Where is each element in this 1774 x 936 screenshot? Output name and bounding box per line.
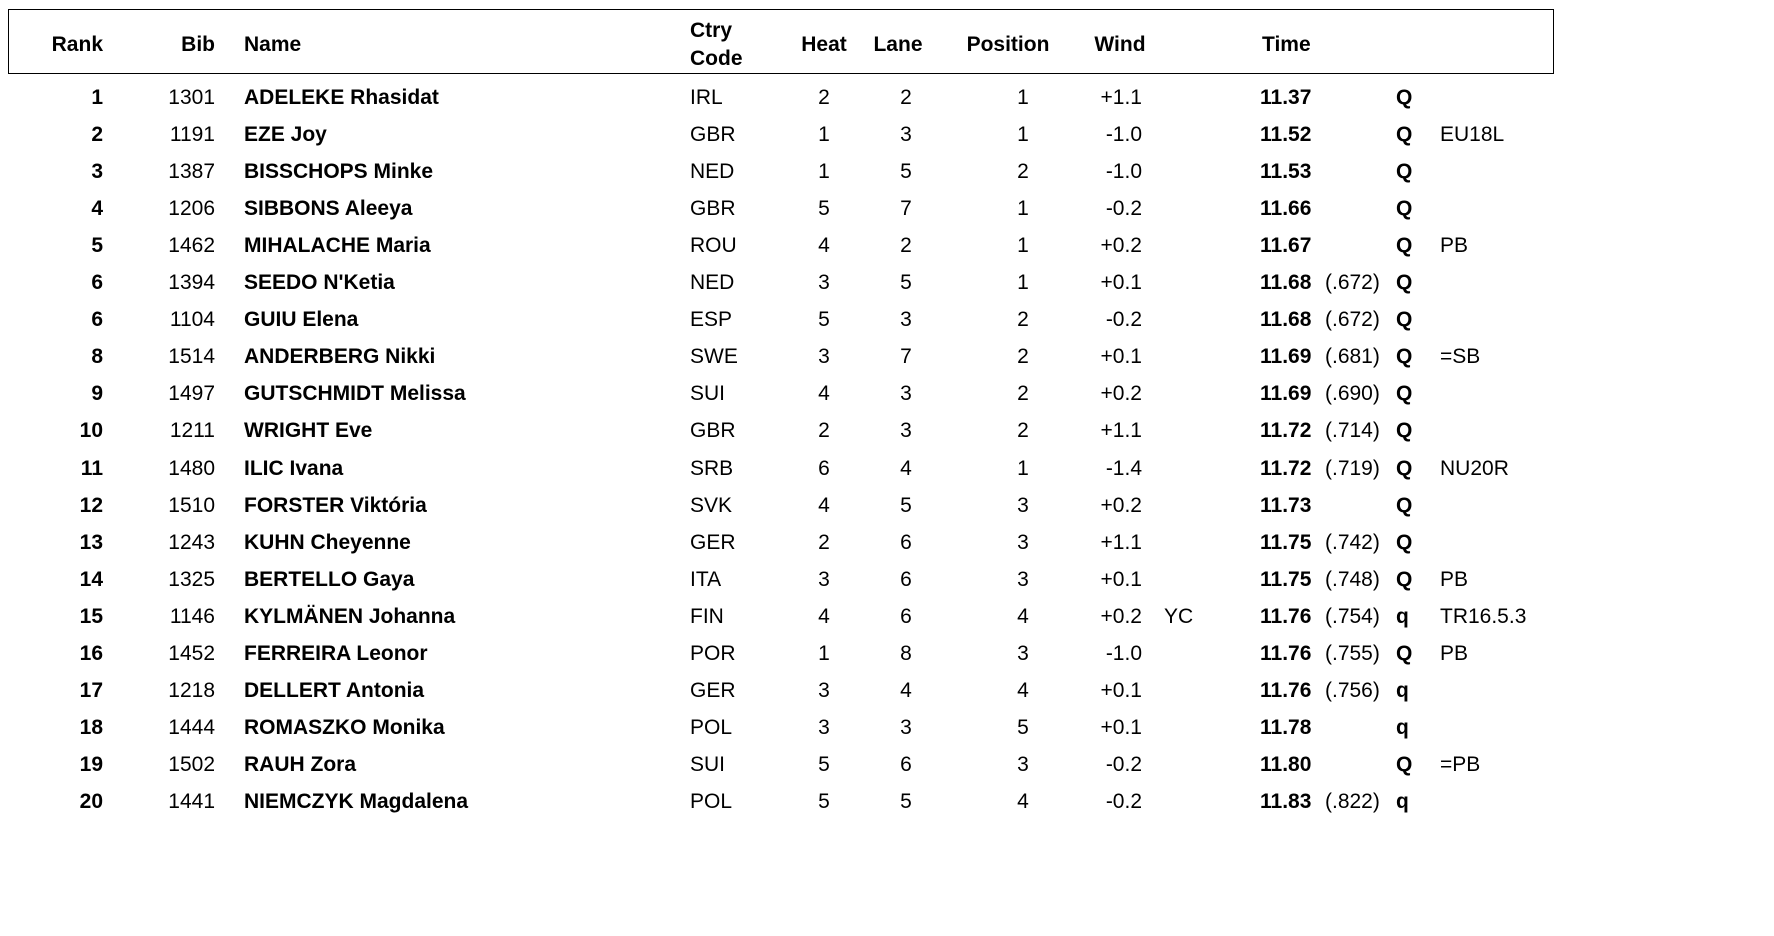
- rank-header: Rank: [51, 33, 103, 56]
- qualification-cell: q: [1396, 789, 1409, 813]
- bib-cell: 1502: [168, 752, 215, 776]
- time-cell: 11.83: [1260, 789, 1312, 813]
- heat-cell: 6: [818, 456, 830, 480]
- heat-cell: 2: [818, 419, 830, 443]
- thousandths-cell: (.755): [1325, 641, 1380, 665]
- thousandths-cell: (.690): [1325, 382, 1380, 406]
- time-cell: 11.67: [1260, 234, 1312, 258]
- heat-cell: 3: [818, 715, 830, 739]
- bib-cell: 1480: [168, 456, 215, 480]
- rank-cell: 3: [91, 160, 103, 184]
- bib-cell: 1514: [168, 345, 215, 369]
- country-code-cell: IRL: [690, 86, 723, 109]
- wind-cell: +0.2: [1100, 604, 1142, 628]
- lane-cell: 6: [900, 530, 912, 554]
- time-cell: 11.75: [1260, 567, 1312, 591]
- time-cell: 11.52: [1260, 123, 1312, 147]
- bib-cell: 1497: [168, 382, 215, 406]
- table-row: [0, 338, 1774, 375]
- record-note-cell: PB: [1440, 234, 1469, 258]
- bib-cell: 1218: [168, 678, 215, 702]
- table-row: [0, 598, 1774, 635]
- lane-cell: 6: [900, 752, 912, 776]
- country-code-cell: SRB: [690, 456, 734, 480]
- heat-cell: 1: [818, 123, 830, 147]
- athlete-name-cell: ILIC Ivana: [244, 456, 344, 480]
- time-cell: 11.75: [1260, 530, 1312, 554]
- bib-cell: 1452: [168, 641, 215, 665]
- position-cell: 2: [1017, 308, 1029, 332]
- heat-cell: 3: [818, 271, 830, 295]
- country-code-cell: FIN: [690, 604, 724, 628]
- time-cell: 11.73: [1260, 493, 1312, 517]
- position-cell: 1: [1017, 234, 1029, 258]
- country-code-cell: NED: [690, 271, 735, 295]
- table-row: [0, 301, 1774, 338]
- wind-cell: +0.1: [1100, 271, 1142, 295]
- bib-cell: 1206: [168, 197, 215, 221]
- bib-cell: 1301: [168, 86, 215, 109]
- time-cell: 11.72: [1260, 419, 1312, 443]
- record-note-cell: PB: [1440, 567, 1469, 591]
- results-header: [8, 9, 1554, 74]
- table-row: [0, 672, 1774, 709]
- table-row: [0, 412, 1774, 449]
- heat-cell: 1: [818, 641, 830, 665]
- lane-cell: 5: [900, 160, 912, 184]
- position-cell: 1: [1017, 123, 1029, 147]
- rank-cell: 6: [91, 271, 103, 295]
- table-row: [0, 746, 1774, 783]
- wind-cell: +0.2: [1100, 234, 1142, 258]
- bib-cell: 1387: [168, 160, 215, 184]
- athlete-name-cell: SEEDO N'Ketia: [244, 271, 395, 295]
- qualification-cell: Q: [1396, 234, 1413, 258]
- wind-cell: -1.0: [1105, 160, 1142, 184]
- position-cell: 1: [1017, 456, 1029, 480]
- bib-cell: 1146: [169, 604, 215, 628]
- bib-cell: 1394: [168, 271, 215, 295]
- heat-cell: 4: [818, 604, 830, 628]
- position-cell: 1: [1017, 86, 1029, 109]
- table-row: [0, 227, 1774, 264]
- athlete-name-cell: MIHALACHE Maria: [244, 234, 431, 258]
- thousandths-cell: (.719): [1325, 456, 1380, 480]
- position-cell: 1: [1017, 197, 1029, 221]
- heat-cell: 3: [818, 567, 830, 591]
- lane-cell: 5: [900, 493, 912, 517]
- qualification-cell: q: [1396, 678, 1409, 702]
- thousandths-cell: (.756): [1325, 678, 1380, 702]
- bib-cell: 1325: [168, 567, 215, 591]
- heat-cell: 5: [818, 308, 830, 332]
- athlete-name-cell: GUIU Elena: [244, 308, 359, 332]
- country-code-cell: ESP: [690, 308, 733, 332]
- lane-cell: 6: [900, 604, 912, 628]
- position-cell: 2: [1017, 382, 1029, 406]
- country-code-cell: ROU: [690, 234, 737, 258]
- rank-cell: 8: [91, 345, 103, 369]
- athlete-name-cell: EZE Joy: [244, 123, 327, 147]
- heat-cell: 4: [818, 382, 830, 406]
- time-cell: 11.80: [1260, 752, 1312, 776]
- table-row: [0, 79, 1774, 116]
- thousandths-cell: (.672): [1325, 308, 1380, 332]
- thousandths-cell: (.681): [1325, 345, 1380, 369]
- heat-cell: 4: [818, 234, 830, 258]
- qualification-cell: Q: [1396, 567, 1413, 591]
- position-cell: 3: [1017, 641, 1029, 665]
- bib-cell: 1441: [168, 789, 215, 813]
- athlete-name-cell: FORSTER Viktória: [244, 493, 427, 517]
- rank-cell: 6: [91, 308, 103, 332]
- lane-cell: 2: [900, 86, 912, 109]
- heat-cell: 3: [818, 678, 830, 702]
- rank-cell: 9: [91, 382, 103, 406]
- rank-cell: 5: [91, 234, 103, 258]
- qualification-cell: Q: [1396, 419, 1413, 443]
- country-code-header-line1: Ctry: [690, 19, 733, 42]
- country-code-cell: GBR: [690, 123, 736, 147]
- country-code-cell: ITA: [690, 567, 722, 591]
- record-note-cell: NU20R: [1440, 456, 1509, 480]
- table-row: [0, 264, 1774, 301]
- qualification-cell: Q: [1396, 530, 1413, 554]
- heat-cell: 5: [818, 197, 830, 221]
- athlete-name-cell: DELLERT Antonia: [244, 678, 425, 702]
- country-code-cell: GER: [690, 530, 736, 554]
- qualification-cell: Q: [1396, 752, 1413, 776]
- lane-cell: 2: [900, 234, 912, 258]
- lane-header: Lane: [873, 33, 923, 56]
- heat-header: Heat: [801, 33, 847, 56]
- time-cell: 11.68: [1260, 271, 1312, 295]
- athlete-name-cell: BISSCHOPS Minke: [244, 160, 434, 184]
- wind-cell: +0.1: [1100, 678, 1142, 702]
- qualification-cell: Q: [1396, 345, 1413, 369]
- table-row: [0, 153, 1774, 190]
- position-cell: 4: [1017, 678, 1029, 702]
- country-code-cell: NED: [690, 160, 735, 184]
- rank-cell: 2: [91, 123, 103, 147]
- position-cell: 3: [1017, 493, 1029, 517]
- lane-cell: 3: [900, 382, 912, 406]
- time-header: Time: [1262, 33, 1311, 56]
- rank-cell: 1: [91, 86, 103, 109]
- qualification-cell: Q: [1396, 382, 1413, 406]
- athlete-name-cell: KYLMÄNEN Johanna: [244, 604, 456, 628]
- rank-cell: 13: [79, 530, 103, 554]
- heat-cell: 5: [818, 789, 830, 813]
- qualification-cell: Q: [1396, 271, 1413, 295]
- qualification-cell: Q: [1396, 160, 1413, 184]
- rank-cell: 19: [79, 752, 103, 776]
- time-cell: 11.69: [1260, 345, 1312, 369]
- bib-cell: 1211: [169, 419, 215, 443]
- rank-cell: 15: [79, 604, 103, 628]
- time-cell: 11.37: [1260, 86, 1312, 109]
- name-header: Name: [244, 33, 302, 56]
- wind-cell: +0.2: [1100, 493, 1142, 517]
- lane-cell: 6: [900, 567, 912, 591]
- wind-cell: -0.2: [1105, 789, 1142, 813]
- rank-cell: 18: [79, 715, 103, 739]
- record-note-cell: =PB: [1440, 752, 1481, 776]
- position-cell: 5: [1017, 715, 1029, 739]
- time-cell: 11.76: [1260, 641, 1312, 665]
- rank-cell: 20: [79, 789, 103, 813]
- qualification-cell: Q: [1396, 86, 1413, 109]
- record-note-cell: EU18L: [1440, 123, 1505, 147]
- lane-cell: 4: [900, 678, 912, 702]
- bib-header: Bib: [181, 33, 215, 56]
- position-cell: 4: [1017, 604, 1029, 628]
- time-cell: 11.68: [1260, 308, 1312, 332]
- table-row: [0, 190, 1774, 227]
- country-code-header-line2: Code: [690, 47, 743, 70]
- wind-cell: -0.2: [1105, 308, 1142, 332]
- qualification-cell: q: [1396, 715, 1409, 739]
- athlete-name-cell: BERTELLO Gaya: [244, 567, 415, 591]
- athlete-name-cell: WRIGHT Eve: [244, 419, 373, 443]
- qualification-cell: q: [1396, 604, 1409, 628]
- table-row: [0, 450, 1774, 487]
- position-cell: 2: [1017, 345, 1029, 369]
- qualification-cell: Q: [1396, 308, 1413, 332]
- bib-cell: 1243: [168, 530, 215, 554]
- rank-cell: 17: [79, 678, 103, 702]
- record-note-cell: =SB: [1440, 345, 1481, 369]
- position-cell: 1: [1017, 271, 1029, 295]
- rank-cell: 12: [79, 493, 103, 517]
- table-row: [0, 487, 1774, 524]
- heat-cell: 2: [818, 86, 830, 109]
- heat-cell: 2: [818, 530, 830, 554]
- lane-cell: 3: [900, 308, 912, 332]
- wind-cell: -1.4: [1105, 456, 1142, 480]
- time-cell: 11.76: [1260, 604, 1312, 628]
- bib-cell: 1191: [169, 123, 215, 147]
- bib-cell: 1462: [168, 234, 215, 258]
- wind-cell: +0.1: [1100, 567, 1142, 591]
- lane-cell: 7: [900, 345, 912, 369]
- athlete-name-cell: GUTSCHMIDT Melissa: [244, 382, 466, 406]
- country-code-cell: SUI: [690, 382, 726, 406]
- thousandths-cell: (.742): [1325, 530, 1380, 554]
- time-cell: 11.78: [1260, 715, 1312, 739]
- position-cell: 3: [1017, 752, 1029, 776]
- record-note-cell: TR16.5.3: [1440, 604, 1527, 628]
- lane-cell: 3: [900, 419, 912, 443]
- position-cell: 4: [1017, 789, 1029, 813]
- time-cell: 11.53: [1260, 160, 1312, 184]
- athlete-name-cell: ADELEKE Rhasidat: [244, 86, 439, 109]
- athlete-name-cell: FERREIRA Leonor: [244, 641, 428, 665]
- wind-cell: +1.1: [1100, 419, 1142, 443]
- athlete-name-cell: RAUH Zora: [244, 752, 357, 776]
- position-header: Position: [966, 33, 1050, 56]
- country-code-cell: GBR: [690, 419, 736, 443]
- wind-cell: +0.1: [1100, 345, 1142, 369]
- athlete-name-cell: ROMASZKO Monika: [244, 715, 445, 739]
- table-row: [0, 561, 1774, 598]
- wind-cell: -0.2: [1105, 197, 1142, 221]
- country-code-cell: SWE: [690, 345, 738, 369]
- country-code-cell: POR: [690, 641, 736, 665]
- table-row: [0, 524, 1774, 561]
- qualification-cell: Q: [1396, 123, 1413, 147]
- athlete-name-cell: ANDERBERG Nikki: [244, 345, 436, 369]
- rank-cell: 10: [79, 419, 103, 443]
- qualification-cell: Q: [1396, 197, 1413, 221]
- table-row: [0, 635, 1774, 672]
- wind-cell: -0.2: [1105, 752, 1142, 776]
- lane-cell: 5: [900, 789, 912, 813]
- qualification-cell: Q: [1396, 641, 1413, 665]
- lane-cell: 5: [900, 271, 912, 295]
- time-cell: 11.69: [1260, 382, 1312, 406]
- table-row: [0, 116, 1774, 153]
- position-cell: 2: [1017, 160, 1029, 184]
- position-cell: 2: [1017, 419, 1029, 443]
- table-row: [0, 783, 1774, 820]
- thousandths-cell: (.822): [1325, 789, 1380, 813]
- lane-cell: 8: [900, 641, 912, 665]
- thousandths-cell: (.754): [1325, 604, 1380, 628]
- lane-cell: 4: [900, 456, 912, 480]
- bib-cell: 1444: [168, 715, 215, 739]
- wind-header: Wind: [1094, 33, 1146, 56]
- lane-cell: 7: [900, 197, 912, 221]
- table-row: [0, 709, 1774, 746]
- lane-cell: 3: [900, 123, 912, 147]
- wind-cell: +0.1: [1100, 715, 1142, 739]
- thousandths-cell: (.748): [1325, 567, 1380, 591]
- country-code-cell: GBR: [690, 197, 736, 221]
- wind-cell: -1.0: [1105, 123, 1142, 147]
- bib-cell: 1510: [168, 493, 215, 517]
- heat-cell: 3: [818, 345, 830, 369]
- wind-cell: +0.2: [1100, 382, 1142, 406]
- time-cell: 11.76: [1260, 678, 1312, 702]
- rank-cell: 4: [91, 197, 103, 221]
- lane-cell: 3: [900, 715, 912, 739]
- country-code-cell: SUI: [690, 752, 726, 776]
- record-note-cell: PB: [1440, 641, 1469, 665]
- heat-cell: 5: [818, 752, 830, 776]
- heat-cell: 4: [818, 493, 830, 517]
- rank-cell: 14: [79, 567, 103, 591]
- athlete-name-cell: KUHN Cheyenne: [244, 530, 411, 554]
- bib-cell: 1104: [169, 308, 215, 332]
- country-code-cell: GER: [690, 678, 736, 702]
- wind-cell: +1.1: [1100, 86, 1142, 109]
- country-code-cell: POL: [690, 789, 733, 813]
- qualification-cell: Q: [1396, 456, 1413, 480]
- country-code-header: [690, 17, 743, 73]
- athlete-name-cell: SIBBONS Aleeya: [244, 197, 413, 221]
- thousandths-cell: (.672): [1325, 271, 1380, 295]
- country-code-cell: SVK: [690, 493, 733, 517]
- wind-cell: +1.1: [1100, 530, 1142, 554]
- time-cell: 11.72: [1260, 456, 1312, 480]
- time-cell: 11.66: [1260, 197, 1312, 221]
- thousandths-cell: (.714): [1325, 419, 1380, 443]
- heat-cell: 1: [818, 160, 830, 184]
- rank-cell: 16: [79, 641, 103, 665]
- position-cell: 3: [1017, 530, 1029, 554]
- country-code-cell: POL: [690, 715, 733, 739]
- athlete-name-cell: NIEMCZYK Magdalena: [244, 789, 469, 813]
- rank-cell: 11: [80, 456, 103, 480]
- remark-cell: YC: [1164, 604, 1194, 628]
- wind-cell: -1.0: [1105, 641, 1142, 665]
- position-cell: 3: [1017, 567, 1029, 591]
- table-row: [0, 375, 1774, 412]
- qualification-cell: Q: [1396, 493, 1413, 517]
